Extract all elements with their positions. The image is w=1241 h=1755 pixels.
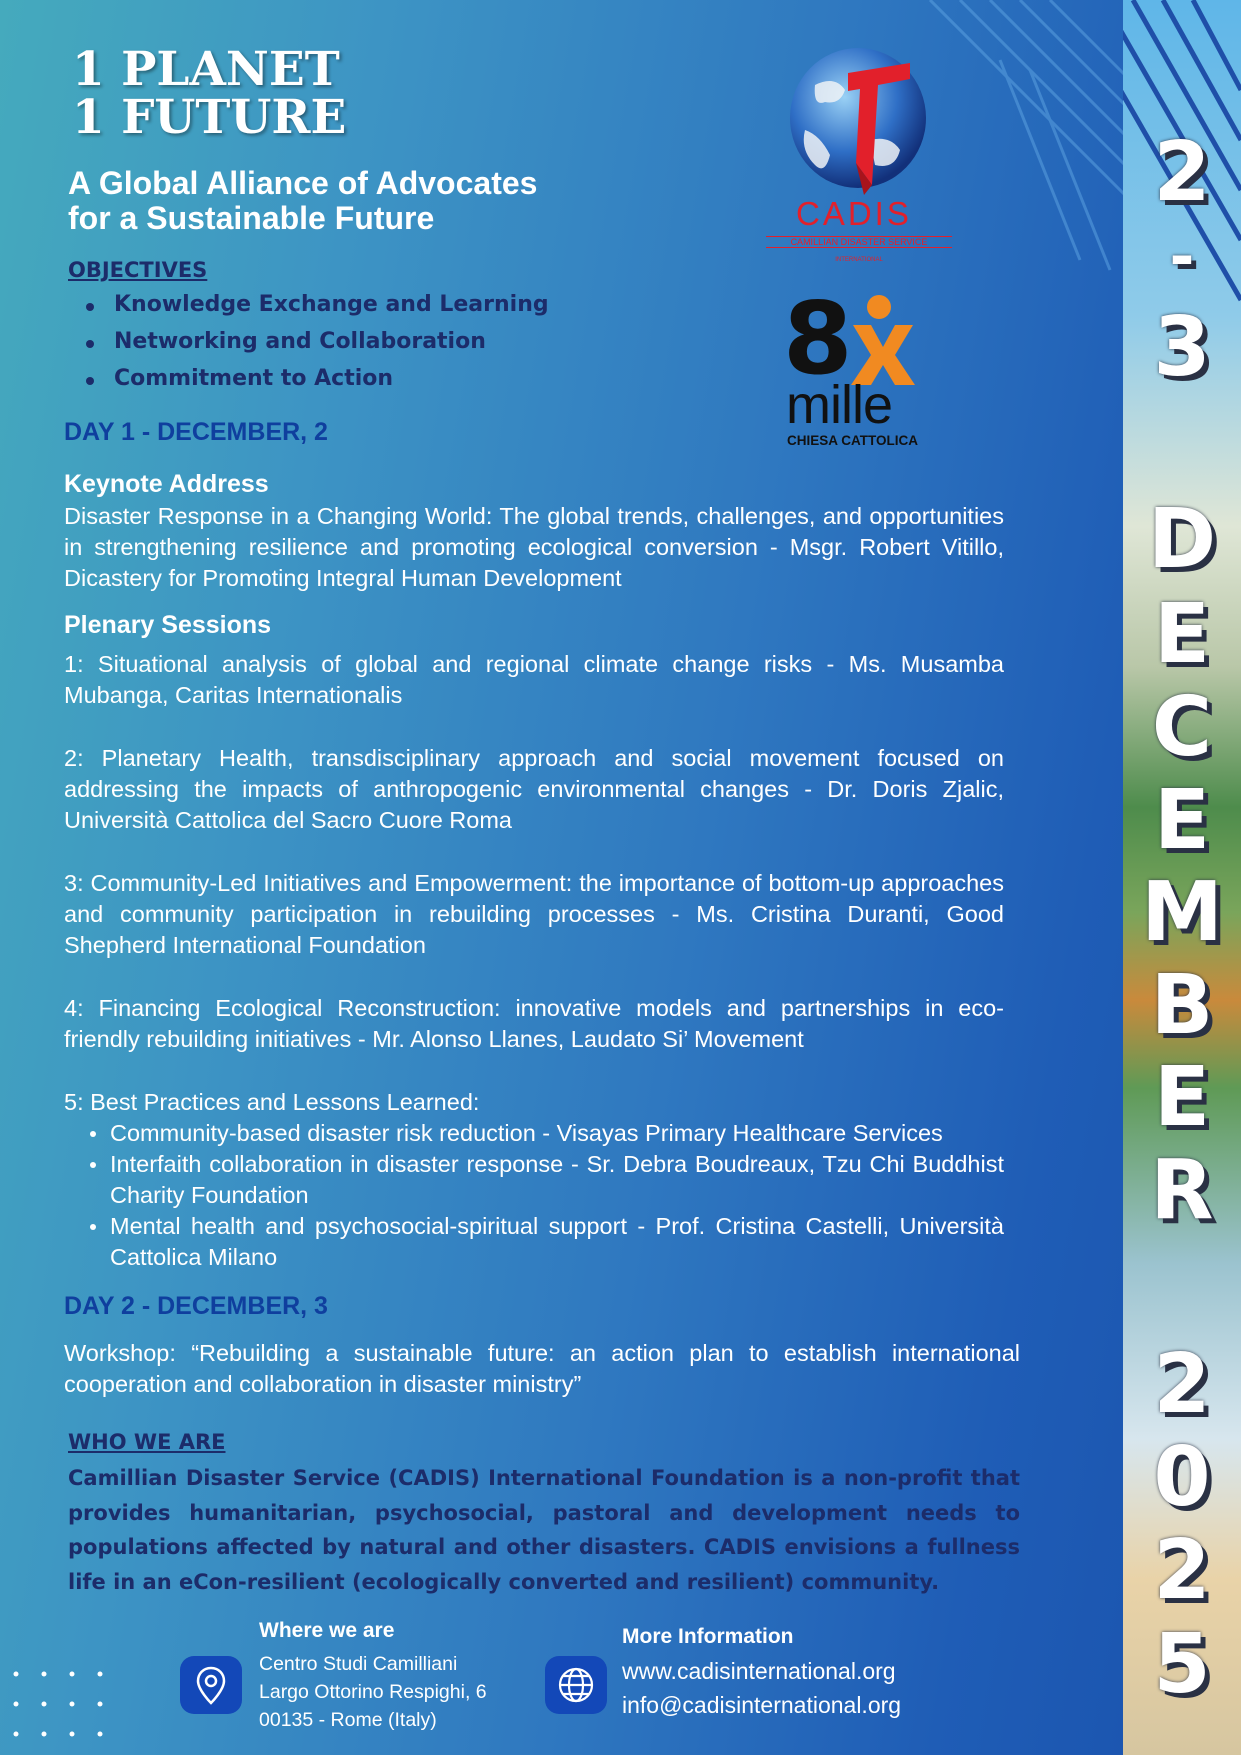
keynote-text: Disaster Response in a Changing World: The global trends, challenges, and opportunities in strengthening resilience and promoting ecological conversion - Msgr. Robert Vitillo, Dicastery for Promoting Integral Human Development <box>64 503 1004 591</box>
plenary-session-1: 1: Situational analysis of global and regional climate change risks - Ms. Musamba Mubanga, Caritas Internationalis <box>64 651 1004 708</box>
date-char-r: R <box>1150 1143 1214 1238</box>
plenary-heading: Plenary Sessions <box>64 611 272 639</box>
otto-per-mille-word: mille <box>786 375 893 435</box>
plenary-session-5: 5: Best Practices and Lessons Learned: <box>64 1089 480 1115</box>
date-char-b: B <box>1150 958 1214 1053</box>
keynote-heading: Keynote Address <box>64 470 269 498</box>
plenary-session-2: 2: Planetary Health, transdisciplinary approach and social movement focused on addressing the impacts of anthropogenic environmental changes - Dr. Doris Zjalic, Università Cattolica del Sacro Cuore Roma <box>64 745 1004 833</box>
who-we-are-text: Camillian Disaster Service (CADIS) International Foundation is a non-profit that provides humanitarian, psychosocial, pastoral and development needs to populations affected by natural and other disasters. CADIS envisions a fullness life in an eCon-resilient (ecologically converted and resilient) community. <box>68 1466 1020 1594</box>
date-char-year-2b: 2 <box>1153 1523 1211 1618</box>
location-pin-icon <box>180 1656 242 1714</box>
subtitle-line-2: for a Sustainable Future <box>68 200 435 236</box>
objectives-heading: OBJECTIVES <box>68 258 208 282</box>
plenary-session-4: 4: Financing Ecological Reconstruction: innovative models and partnerships in eco-friendly rebuilding initiatives - Mr. Alonso Llanes, Laudato Si’ Movement <box>64 995 1004 1052</box>
date-char-e2: E <box>1153 773 1210 868</box>
email-link[interactable]: info@cadisinternational.org <box>622 1692 902 1718</box>
date-char-year-5: 5 <box>1153 1617 1211 1712</box>
date-char-c: C <box>1151 680 1213 775</box>
address-line-3: 00135 - Rome (Italy) <box>259 1709 437 1731</box>
title-line-2: 1 FUTURE <box>72 90 347 145</box>
date-char-dash: - <box>1169 222 1195 292</box>
address-line-2: Largo Ottorino Respighi, 6 <box>259 1681 487 1703</box>
date-char-e3: E <box>1153 1050 1210 1145</box>
where-heading: Where we are <box>259 1619 395 1642</box>
objectives-list <box>80 292 549 403</box>
date-char-2: 2 <box>1153 125 1211 220</box>
date-char-d: D <box>1147 492 1217 587</box>
cadis-logo-tagline: CAMILLIAN DISASTER SERVICE <box>766 236 952 248</box>
globe-icon <box>545 1656 607 1714</box>
cadis-logo-wordmark: CADIS <box>796 195 912 232</box>
day1-heading: DAY 1 - DECEMBER, 2 <box>64 418 328 446</box>
date-char-m: M <box>1141 865 1223 960</box>
day2-heading: DAY 2 - DECEMBER, 3 <box>64 1292 328 1320</box>
objective-item: Networking and Collaboration <box>80 329 549 366</box>
plenary-session-3: 3: Community-Led Initiatives and Empowerment: the importance of bottom-up approaches and community participation in rebuilding processes - Ms. Cristina Duranti, Good Shepherd International Foundation <box>64 870 1004 958</box>
objective-item: Commitment to Action <box>80 366 549 403</box>
title-line-1: 1 PLANET <box>72 42 340 97</box>
date-char-year-0: 0 <box>1153 1430 1211 1525</box>
event-title <box>72 42 347 145</box>
who-we-are-heading: WHO WE ARE <box>68 1430 226 1454</box>
cadis-logo-tagline-2: INTERNATIONAL <box>835 257 883 263</box>
more-info-heading: More Information <box>622 1625 794 1648</box>
workshop-text: Workshop: “Rebuilding a sustainable future: an action plan to establish international cooperation and collaboration in disaster ministry” <box>64 1340 1020 1397</box>
date-char-year-2: 2 <box>1153 1337 1211 1432</box>
session5-item: Community-based disaster risk reduction - Visayas Primary Healthcare Services <box>90 1118 1004 1149</box>
date-strip <box>1123 0 1241 1755</box>
event-subtitle <box>68 166 537 236</box>
session5-list <box>90 1118 1004 1273</box>
date-char-e: E <box>1153 587 1210 682</box>
subtitle-line-1: A Global Alliance of Advocates <box>68 165 538 201</box>
address-line-1: Centro Studi Camilliani <box>259 1653 458 1675</box>
otto-per-mille-sub: CHIESA CATTOLICA <box>787 433 918 448</box>
decorative-dots <box>10 1668 130 1748</box>
date-char-3: 3 <box>1153 300 1211 395</box>
session5-item: Interfaith collaboration in disaster response - Sr. Debra Boudreaux, Tzu Chi Buddhist Charity Foundation <box>90 1149 1004 1211</box>
objective-item: Knowledge Exchange and Learning <box>80 292 549 329</box>
website-link[interactable]: www.cadisinternational.org <box>622 1658 896 1684</box>
session5-item: Mental health and psychosocial-spiritual support - Prof. Cristina Castelli, Università Cattolica Milano <box>90 1211 1004 1273</box>
otto-number: 8 <box>783 285 853 397</box>
